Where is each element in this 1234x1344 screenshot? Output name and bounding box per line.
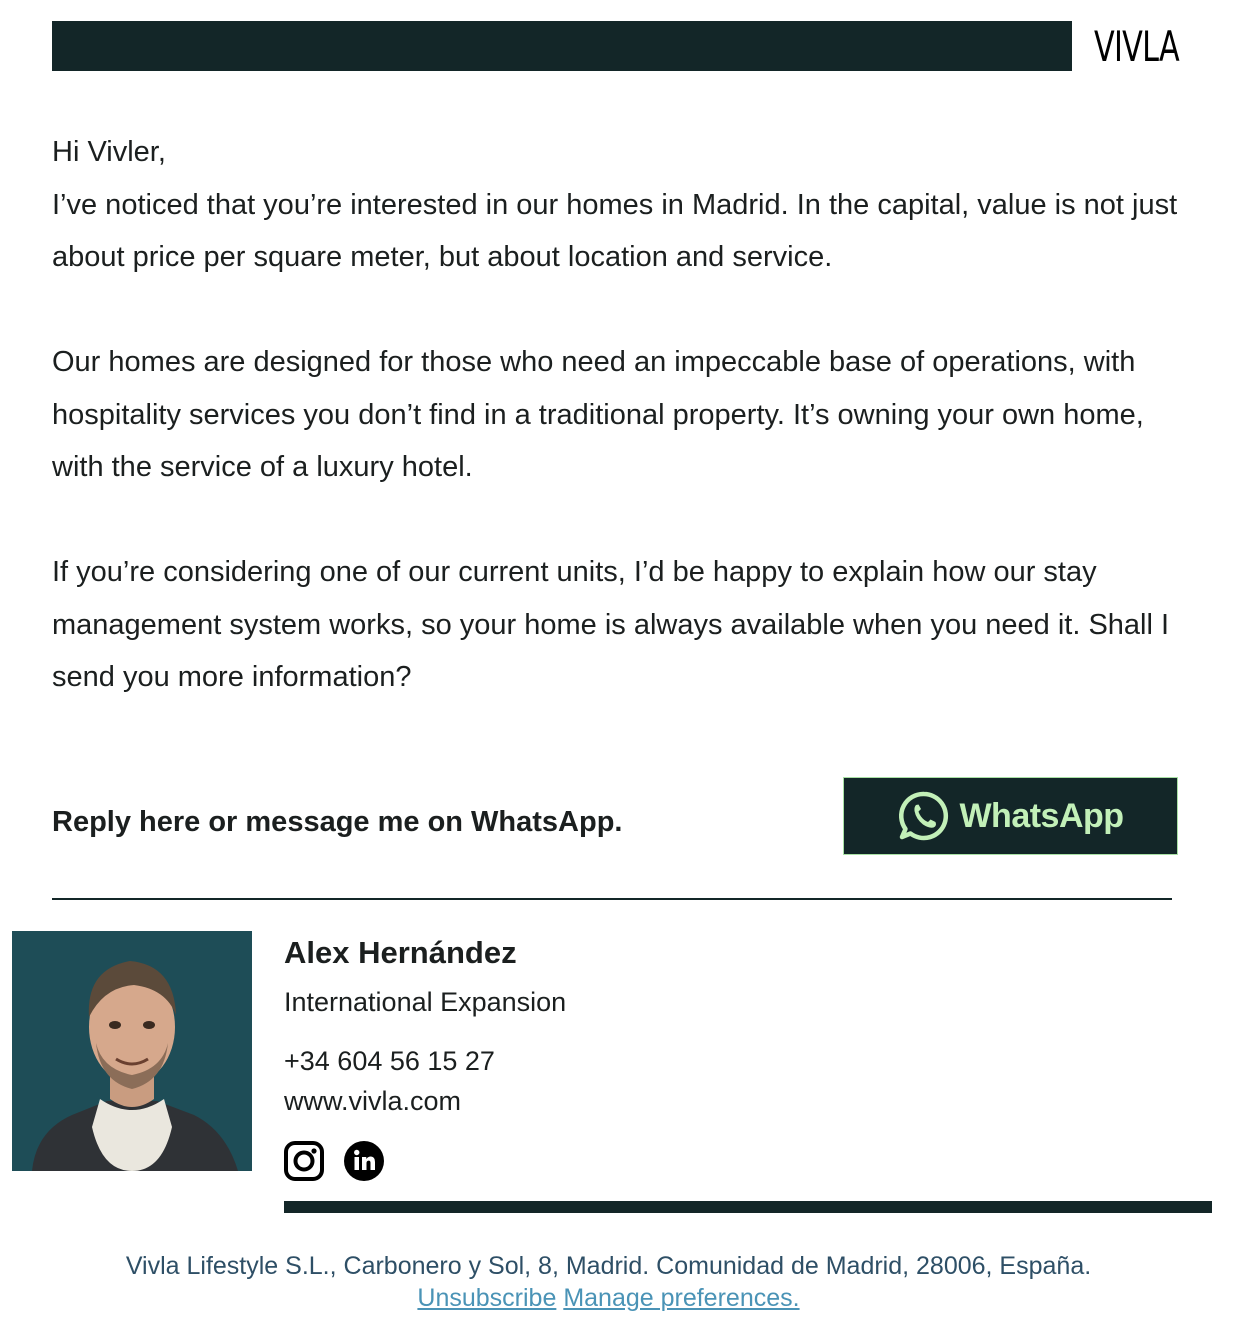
signature-bar: [284, 1201, 1212, 1213]
whatsapp-button-label: WhatsApp: [959, 796, 1124, 835]
signature-phone[interactable]: +34 604 56 15 27: [284, 1046, 495, 1076]
footer-links: [0, 1282, 1217, 1314]
vivla-logo: VIVLA: [1094, 22, 1179, 71]
paragraph-offer: If you’re considering one of our current units, I’d be happy to explain how our stay management system works, so your home is always available when you need it. Shall I send you more information?: [52, 556, 1170, 693]
signature-role: International Expansion: [284, 987, 567, 1017]
signature-website-link[interactable]: www.vivla.com: [284, 1086, 462, 1116]
footer: [0, 1250, 1217, 1314]
instagram-link[interactable]: [283, 1140, 325, 1182]
unsubscribe-link[interactable]: Unsubscribe: [417, 1284, 557, 1312]
linkedin-link[interactable]: [343, 1140, 385, 1182]
manage-preferences-link[interactable]: Manage preferences.: [563, 1284, 800, 1312]
email-body: [52, 126, 1182, 704]
greeting-text: Hi Vivler,: [52, 136, 166, 168]
whatsapp-icon: [897, 789, 951, 843]
profile-photo: [12, 931, 252, 1171]
header-bar: [52, 21, 1072, 71]
cta-text: Reply here or message me on WhatsApp.: [52, 806, 623, 838]
paragraph-intro: I’ve noticed that you’re interested in our homes in Madrid. In the capital, value is not just about price per square meter, but about location and service.: [52, 188, 1178, 273]
instagram-icon: [283, 1140, 325, 1182]
section-divider: [52, 898, 1172, 900]
greeting: [52, 126, 1182, 284]
paragraph-homes: Our homes are designed for those who need an impeccable base of operations, with hospitality services you don’t find in a traditional property. It’s owning your own home, with the service of a luxury hotel.: [52, 346, 1144, 483]
whatsapp-button[interactable]: [843, 777, 1178, 855]
footer-address: Vivla Lifestyle S.L., Carbonero y Sol, 8, Madrid. Comunidad de Madrid, 28006, España.: [125, 1252, 1092, 1280]
linkedin-icon: [343, 1140, 385, 1182]
signature-name: Alex Hernández: [284, 935, 517, 970]
